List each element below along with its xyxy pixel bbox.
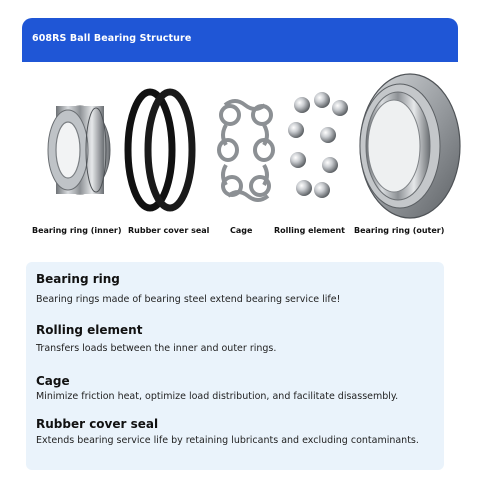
part-label-rolling-element: Rolling element — [274, 226, 345, 235]
inner-ring-icon — [48, 106, 110, 194]
section-title-bearing-ring: Bearing ring — [36, 272, 120, 286]
header-title: 608RS Ball Bearing Structure — [32, 33, 192, 44]
section-title-cage: Cage — [36, 374, 70, 388]
rubber-seal-icon — [128, 92, 192, 208]
section-desc-rolling-element: Transfers loads between the inner and outer rings. — [36, 343, 277, 354]
section-title-rubber-seal: Rubber cover seal — [36, 417, 159, 431]
part-label-inner-ring: Bearing ring (inner) — [32, 226, 122, 235]
section-title-rolling-element: Rolling element — [36, 323, 143, 337]
part-label-cage: Cage — [230, 226, 253, 235]
info-panel — [26, 262, 444, 470]
section-desc-rubber-seal: Extends bearing service life by retaining lubricants and excluding contaminants. — [36, 435, 419, 446]
part-label-rubber-seal: Rubber cover seal — [128, 226, 210, 235]
rolling-element-icon — [288, 92, 348, 198]
section-desc-cage: Minimize friction heat, optimize load distribution, and facilitate disassembly. — [36, 391, 399, 402]
cage-icon — [219, 101, 273, 200]
outer-ring-icon — [360, 74, 460, 218]
section-desc-bearing-ring: Bearing rings made of bearing steel extend bearing service life! — [36, 294, 341, 305]
part-label-outer-ring: Bearing ring (outer) — [354, 226, 445, 235]
